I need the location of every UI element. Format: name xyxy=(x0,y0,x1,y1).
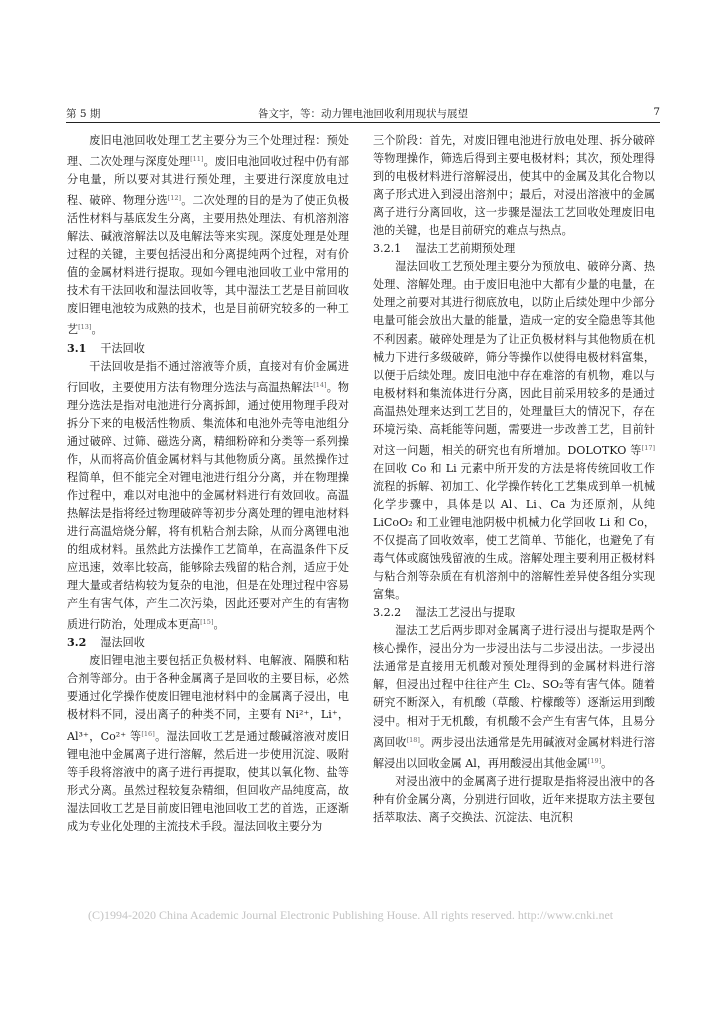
paragraph: 湿法回收工艺预处理主要分为预放电、破碎分离、热处理、溶解处理。由于废旧电池中大都有少量的电量，在处理之前要对其进行彻底放电，以防止后续处理中少部分电量可能会放出大量的能量，造成一定的安全隐患等其他不利因素。破碎处理是为了让正负极材料与其他物质在机械力下进行多级破碎，筛分等操作以使得电极材料富集，以便于后续处理。废旧电池中存在难溶的有机物，难以与电极材料和集流体进行分离，因此目前采用较多的是通过高温热处理来达到工艺目的，处理量巨大的情况下，存在环境污染、高耗能等问题，需要进一步改善工艺，目前针对这一问题，相关的研究也有所增加。DOLOTKO 等[17]在回收 Co 和 Li 元素中所开发的方法是将传统回收工作流程的拆解、初加工、化学操作转化工艺集成到单一机械化学步骤中，具体是以 Al、Li、Ca 为还原剂，从纯 LiCoO₂ 和工业锂电池阴极中机械力化学回收 Li 和 Co，不仅提高了回收效率，使工艺简单、节能化，也避免了有毒气体或腐蚀残留液的生成。溶解处理主要利用正极材料与粘合剂等杂质在有机溶剂中的溶解性差异使各组分实现富集。 xyxy=(373,260,655,602)
citation[interactable]: [18] xyxy=(406,735,420,744)
section-heading-3-2: 3.2 湿法回收 xyxy=(67,636,145,650)
running-header xyxy=(66,104,660,123)
page-number: 7 xyxy=(653,106,660,118)
citation[interactable]: [19] xyxy=(587,756,602,765)
running-title: 昝文宇，等：动力锂电池回收利用现状与展望 xyxy=(258,108,468,120)
citation[interactable]: [16] xyxy=(141,729,155,738)
paragraph: 废旧锂电池主要包括正负极材料、电解液、隔膜和粘合剂等部分。由于各种金属离子是回收的主要目标，必然要通过化学操作使废旧锂电池材料中的金属离子浸出，电极材料不同，浸出离子的种类不同，主要有 Ni²⁺，Li⁺，Al³⁺，Co²⁺ 等[16]。湿法回收工艺是通过酸碱溶液对废旧锂电池中金属离子进行溶解，然后进一步使用沉淀、吸附等手段将溶液中的离子进行再提取，使其以氧化物、盐等形式分离。虽然过程较复杂精细，但回收产品纯度高，故湿法回收工艺是目前废旧锂电池回收工艺的首选，正逐渐成为专业化处理的主流技术手段。湿法回收主要分为 xyxy=(67,654,349,833)
citation[interactable]: [14] xyxy=(313,380,327,389)
citation[interactable]: [17] xyxy=(641,443,655,452)
right-column xyxy=(373,132,655,827)
paragraph: 干法回收是指不通过溶液等介质，直接对有价金属进行回收，主要使用方法有物理分选法与高温热解法[14]。物理分选法是指对电池进行分离拆卸，通过使用物理手段对拆分下来的电极活性物质、集流体和电池外壳等电池组分通过破碎、过筛、磁选分离，精细粉碎和分类等一系列操作，从而将高价值金属材料与其他物质分离。虽然操作过程简单，但不能完全对锂电池进行组分分离，并在物理操作过程中，难以对电池中的金属材料进行有效回收。高温热解法是指将经过物理破碎等初步分离处理的锂电池材料进行高温焙烧分解，将有机粘合剂去除，从而分离锂电池的组成材料。虽然此方法操作工艺简单，在高温条件下反应迅速，效率比较高，能够除去残留的粘合剂，适应于处理大量或者结构较为复杂的电池，但是在处理过程中容易产生有害气体，产生二次污染，因此还要对产生的有害物质进行防治，处理成本更高[15]。 xyxy=(67,359,349,632)
cnki-watermark: (C)1994-2020 China Academic Journal Electronic Publishing House. All rights reserved. http://www.cnki.net xyxy=(88,908,614,922)
citation[interactable]: [11] xyxy=(190,155,204,164)
section-heading-3-2-2: 3.2.2 湿法工艺浸出与提取 xyxy=(373,606,516,620)
issue-label: 第 5 期 xyxy=(66,108,101,120)
citation[interactable]: [12] xyxy=(167,194,182,203)
citation[interactable]: [15] xyxy=(200,618,214,627)
section-heading-3-1: 3.1 干法回收 xyxy=(67,341,145,355)
paragraph: 三个阶段：首先，对废旧锂电池进行放电处理、拆分破碎等物理操作，筛选后得到主要电极材料；其次，预处理得到的电极材料进行溶解浸出，使其中的金属及其化合物以离子形式进入到浸出溶剂中；最后，对浸出溶液中的金属离子进行分离回收，这一步骤是湿法工艺回收处理废旧电池的关键，也是目前研究的难点与热点。 xyxy=(373,134,655,238)
paragraph: 废旧电池回收处理工艺主要分为三个处理过程：预处理、二次处理与深度处理[11]。废旧电池回收过程中仍有部分电量，所以要对其进行预处理，主要进行深度放电过程、破碎、物理分选[12]。二次处理的目的是为了使正负极活性材料与基底发生分离，主要用热处理法、有机溶剂溶解法、碱液溶解法以及电解法等来实现。深度处理是处理过程的关键，主要包括浸出和分离提纯两个过程，对有价值的金属材料进行提取。现如今锂电池回收工业中常用的技术有干法回收和湿法回收等，其中湿法工艺是目前回收废旧锂电池较为成熟的技术，也是目前研究较多的一种工艺[13]。 xyxy=(67,134,349,337)
paragraph: 湿法工艺后两步即对金属离子进行浸出与提取是两个核心操作，浸出分为一步浸出法与二步浸出法。一步浸出法通常是直接用无机酸对预处理得到的金属材料进行溶解，但浸出过程中往往产生 Cl₂、SO₂等有害气体。随着研究不断深入，有机酸（草酸、柠檬酸等）逐渐运用到酸浸中。相对于无机酸，有机酸不会产生有害气体，且易分离回收[18]。两步浸出法通常是先用碱液对金属材料进行溶解浸出以回收金属 Al，再用酸浸出其他金属[19]。 xyxy=(373,624,655,770)
section-heading-3-2-1: 3.2.1 湿法工艺前期预处理 xyxy=(373,242,516,256)
left-column xyxy=(67,132,349,836)
citation[interactable]: [13] xyxy=(78,323,92,332)
paragraph: 对浸出液中的金属离子进行提取是指将浸出液中的各种有价金属分离，分别进行回收，近年来提取方法主要包括萃取法、离子交换法、沉淀法、电沉积 xyxy=(373,774,655,824)
